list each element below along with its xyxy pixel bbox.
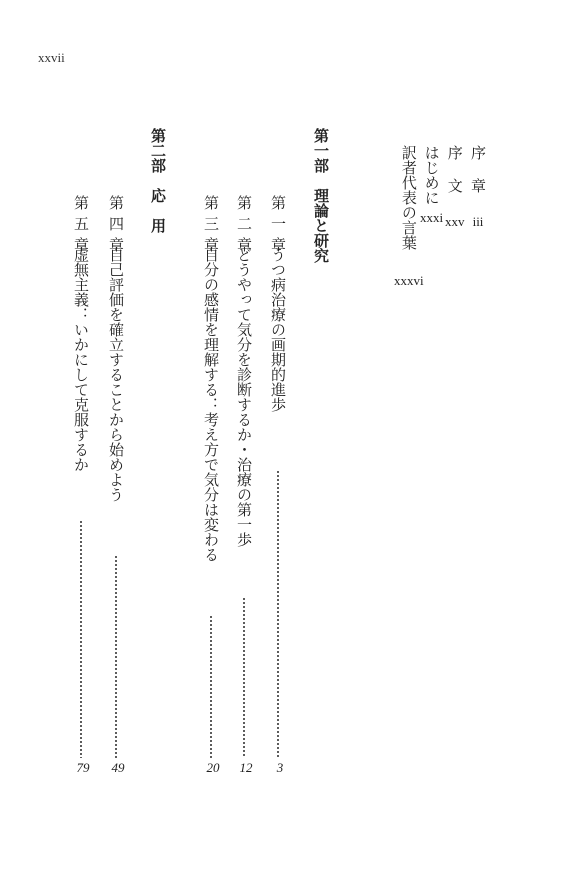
chapter-page: 20 xyxy=(206,760,220,775)
toc-entry-chapter-2[interactable] xyxy=(235,195,256,775)
toc-entry-page: xxxvi xyxy=(394,273,424,288)
toc-entry-chapter-4[interactable] xyxy=(107,195,128,775)
chapter-page: 79 xyxy=(76,760,90,775)
toc-entry-title: 訳者代表の言葉 xyxy=(399,145,418,250)
dot-leader xyxy=(80,520,82,758)
part-2-heading: 第二部 応 用 xyxy=(149,128,167,233)
toc-entry-translator-note[interactable] xyxy=(394,145,424,287)
chapter-label: 第四章 xyxy=(107,195,125,258)
chapter-label: 第三章 xyxy=(202,195,220,258)
dot-leader xyxy=(243,597,245,758)
toc-entry-page: xxxi xyxy=(420,210,444,225)
toc-entry-title: 序 章 xyxy=(469,145,487,193)
chapter-label: 第二章 xyxy=(235,195,253,258)
dot-leader xyxy=(277,470,279,758)
dot-leader xyxy=(210,615,212,758)
dot-leader xyxy=(115,555,117,758)
toc-entry-preface[interactable] xyxy=(445,145,465,228)
page-number: xxvii xyxy=(38,50,65,65)
toc-entry-chapter-5[interactable] xyxy=(72,195,93,775)
chapter-page: 12 xyxy=(239,760,253,775)
toc-entry-preface-chapter[interactable] xyxy=(470,145,485,228)
chapter-label: 第一章 xyxy=(269,195,287,258)
chapter-label: 第五章 xyxy=(72,195,90,258)
chapter-title: 自己評価を確立することから始めよう xyxy=(107,247,125,502)
toc-entry-page: iii xyxy=(472,214,484,229)
toc-entry-chapter-1[interactable] xyxy=(269,195,290,775)
toc-entry-title: はじめに xyxy=(422,145,441,205)
chapter-title: うつ病治療の画期的進歩 xyxy=(269,247,287,412)
toc-entry-title: 序 文 xyxy=(445,145,464,193)
chapter-page: 3 xyxy=(276,760,284,775)
chapter-title: 自分の感情を理解する：考え方で気分は変わる xyxy=(202,247,220,562)
part-1-heading: 第一部 理論と研究 xyxy=(312,128,330,263)
chapter-page: 49 xyxy=(111,760,125,775)
chapter-title: どうやって気分を診断するか・治療の第一歩 xyxy=(235,247,253,547)
toc-entry-chapter-3[interactable] xyxy=(202,195,223,775)
chapter-title: 虚無主義：いかにして克服するか xyxy=(72,247,90,472)
toc-entry-page: xxv xyxy=(445,214,465,229)
